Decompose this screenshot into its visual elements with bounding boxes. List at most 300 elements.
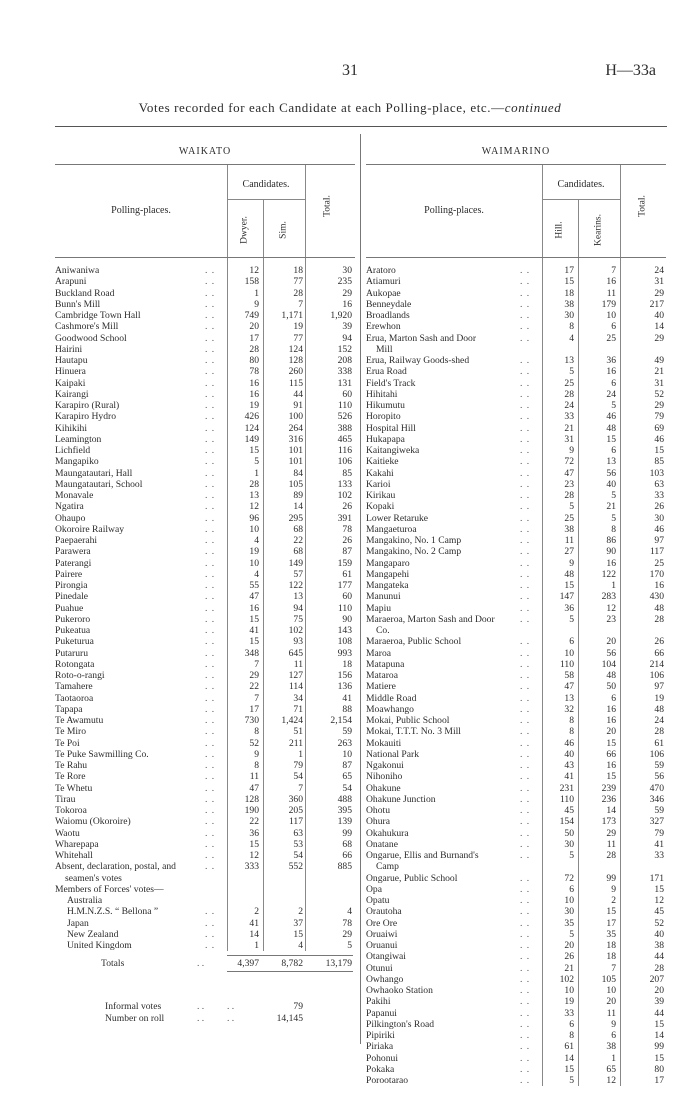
votes-total: 61 <box>654 737 664 749</box>
votes-candidate-1: 45 <box>564 805 574 816</box>
leader-dots: . . <box>205 422 216 434</box>
polling-place-name: Hukapapa <box>366 433 405 445</box>
polling-place-name: Leamington <box>55 433 102 445</box>
votes-candidate-1: 10 <box>249 523 259 535</box>
leader-dots: . . <box>205 602 216 614</box>
polling-place-name: Kaitangiweka <box>366 445 420 456</box>
votes-candidate-2: 13 <box>293 591 303 603</box>
votes-total: 16 <box>342 298 352 310</box>
header-rule <box>305 165 306 257</box>
votes-total: 10 <box>342 748 352 760</box>
table-row <box>55 411 355 422</box>
column-divider <box>360 134 361 1044</box>
totals-rule <box>227 971 353 972</box>
polling-place-name: Tirau <box>55 793 76 805</box>
polling-place-name: Aukopae <box>366 287 401 299</box>
votes-candidate-1: 9 <box>569 445 574 456</box>
votes-candidate-2: 316 <box>288 433 303 445</box>
leader-dots: . . <box>205 726 216 738</box>
votes-candidate-1: 426 <box>244 411 259 423</box>
votes-candidate-1: 102 <box>559 973 574 985</box>
number-on-roll-value: 14,145 <box>276 1012 303 1024</box>
leader-dots: . . <box>197 1012 205 1024</box>
votes-candidate-1: 5 <box>569 613 574 625</box>
leader-dots: . . <box>520 591 531 603</box>
votes-candidate-1: 38 <box>564 298 574 310</box>
table-row <box>55 839 355 850</box>
votes-candidate-2: 56 <box>606 467 616 479</box>
polling-place-name: Camp <box>376 861 399 873</box>
header-rule <box>620 165 621 257</box>
votes-candidate-1: 29 <box>249 670 259 681</box>
votes-total: 68 <box>342 838 352 850</box>
votes-candidate-2: 260 <box>288 366 303 378</box>
votes-candidate-2: 66 <box>606 748 616 760</box>
votes-total: 88 <box>342 703 352 715</box>
table-row <box>366 389 666 400</box>
votes-candidate-2: 6 <box>611 321 616 333</box>
leader-dots: . . <box>520 1075 531 1086</box>
polling-place-name: Wharepapa <box>55 838 99 850</box>
votes-total: 26 <box>654 636 664 648</box>
votes-candidate-2: 11 <box>606 838 616 850</box>
votes-candidate-1: 8 <box>569 1030 574 1041</box>
votes-candidate-2: 283 <box>601 591 616 603</box>
votes-total: 465 <box>337 433 352 445</box>
votes-candidate-2: 89 <box>293 490 303 501</box>
table-row <box>366 760 666 771</box>
votes-candidate-2: 239 <box>601 782 616 794</box>
table-row <box>366 738 666 749</box>
total-header: Total. <box>322 195 333 217</box>
votes-candidate-2: 28 <box>293 287 303 299</box>
leader-dots: . . <box>520 400 531 411</box>
votes-candidate-2: 5 <box>611 512 616 524</box>
table-body <box>366 258 666 1086</box>
votes-candidate-1: 52 <box>249 737 259 749</box>
leader-dots: . . <box>205 501 216 513</box>
votes-total: 61 <box>342 568 352 580</box>
table-row <box>366 839 666 850</box>
polling-place-name: Benneydale <box>366 298 412 310</box>
polling-place-name: Te Poi <box>55 737 80 749</box>
votes-candidate-2: 13 <box>606 456 616 468</box>
votes-candidate-1: 41 <box>564 771 574 783</box>
polling-place-name: Goodwood School <box>55 332 127 344</box>
polling-place-name: United Kingdom <box>67 940 132 951</box>
heading-continued: continued <box>504 100 562 115</box>
leader-dots: . . <box>205 782 216 794</box>
votes-candidate-1: 32 <box>564 703 574 715</box>
votes-candidate-2: 24 <box>606 388 616 400</box>
votes-candidate-2: 9 <box>611 883 616 895</box>
table-row <box>366 546 666 557</box>
leader-dots: . . <box>205 940 216 951</box>
votes-candidate-1: 9 <box>254 298 259 310</box>
polling-place-name: Tamahere <box>55 681 93 693</box>
votes-candidate-2: 19 <box>293 321 303 333</box>
leader-dots: . . <box>205 760 216 771</box>
leader-dots: . . <box>205 321 216 333</box>
polling-place-name: Mangaparo <box>366 557 410 569</box>
polling-place-name: Kakahi <box>366 467 394 479</box>
votes-candidate-2: 17 <box>606 917 616 929</box>
votes-candidate-1: 47 <box>564 467 574 479</box>
polling-place-name: Owhango <box>366 973 404 985</box>
polling-place-name: Whitehall <box>55 850 93 861</box>
table-body <box>55 258 355 951</box>
votes-candidate-2: 124 <box>288 343 303 355</box>
table-row <box>55 501 355 512</box>
leader-dots: . . <box>205 670 216 681</box>
candidate-header: Dwyer. <box>239 216 250 244</box>
votes-candidate-2: 360 <box>288 793 303 805</box>
votes-total: 15 <box>654 1018 664 1030</box>
electorate-table-waimarino <box>366 134 666 1086</box>
leader-dots: . . <box>520 726 531 738</box>
leader-dots: . . <box>205 906 216 918</box>
polling-place-name: Aratoro <box>366 265 396 276</box>
leader-dots: . . <box>520 433 531 445</box>
votes-candidate-2: 68 <box>293 523 303 535</box>
votes-candidate-1: 28 <box>249 478 259 490</box>
table-heading <box>0 100 700 116</box>
votes-total: 14 <box>654 1030 664 1041</box>
votes-total: 15 <box>654 883 664 895</box>
totals-rule <box>227 955 353 956</box>
votes-total: 12 <box>654 895 664 906</box>
votes-total: 56 <box>654 771 664 783</box>
votes-total: 31 <box>654 276 664 288</box>
table-row <box>366 659 666 670</box>
votes-candidate-2: 1 <box>611 1052 616 1064</box>
votes-candidate-2: 99 <box>606 872 616 884</box>
leader-dots: . . <box>520 265 531 276</box>
top-rule <box>55 126 667 127</box>
votes-candidate-2: 23 <box>606 613 616 625</box>
polling-place-name: Puahue <box>55 602 84 614</box>
polling-place-name: Mangaeturoa <box>366 523 417 535</box>
leader-dots: . . <box>205 636 216 648</box>
table-row <box>366 648 666 659</box>
votes-total: 79 <box>654 411 664 423</box>
polling-place-name: Kihikihi <box>55 422 87 434</box>
leader-dots: . . <box>205 692 216 704</box>
table-row <box>366 1008 666 1019</box>
votes-candidate-2: 173 <box>601 816 616 828</box>
table-row <box>55 794 355 805</box>
votes-candidate-1: 5 <box>569 928 574 940</box>
leader-dots: . . <box>520 827 531 839</box>
polling-place-name: Opa <box>366 883 382 895</box>
leader-dots: . . <box>205 298 216 310</box>
leader-dots: . . <box>520 850 531 861</box>
table-row <box>55 636 355 647</box>
table-row <box>366 805 666 816</box>
votes-candidate-1: 28 <box>564 388 574 400</box>
votes-total: 41 <box>342 692 352 704</box>
table-row <box>366 591 666 602</box>
polling-place-name: Piriaka <box>366 1041 394 1053</box>
table-row <box>366 445 666 456</box>
table-row <box>366 1030 666 1041</box>
number-on-roll-label: Number on roll <box>105 1012 165 1024</box>
votes-candidate-1: 16 <box>249 602 259 614</box>
leader-dots: . . <box>520 748 531 760</box>
votes-candidate-1: 12 <box>249 501 259 513</box>
votes-candidate-1: 158 <box>244 276 259 288</box>
votes-candidate-1: 348 <box>244 647 259 659</box>
table-row <box>55 524 355 535</box>
leader-dots: . . <box>520 602 531 614</box>
votes-candidate-2: 51 <box>293 726 303 738</box>
table-row <box>55 625 355 636</box>
leader-dots: . . <box>205 467 216 479</box>
votes-total: 388 <box>337 422 352 434</box>
votes-total: 41 <box>654 838 664 850</box>
votes-candidate-1: 28 <box>249 343 259 355</box>
polling-place-name: Pakihi <box>366 996 391 1008</box>
polling-place-name: Mataroa <box>366 670 398 681</box>
votes-total: 29 <box>342 287 352 299</box>
table-row <box>55 400 355 411</box>
votes-candidate-1: 72 <box>564 456 574 468</box>
table-row <box>55 445 355 456</box>
page-number: 31 <box>342 62 358 79</box>
table-row <box>55 738 355 749</box>
table-row <box>55 468 355 479</box>
votes-candidate-2: 7 <box>298 298 303 310</box>
votes-total: 30 <box>342 265 352 276</box>
votes-total: 5 <box>347 940 352 951</box>
votes-total: 214 <box>649 658 664 670</box>
votes-candidate-1: 231 <box>559 782 574 794</box>
leader-dots: . . <box>205 355 216 366</box>
votes-candidate-2: 205 <box>288 805 303 816</box>
votes-total: 63 <box>654 478 664 490</box>
votes-candidate-2: 645 <box>288 647 303 659</box>
polling-place-name: Mangakino, No. 2 Camp <box>366 546 462 558</box>
votes-candidate-1: 30 <box>564 838 574 850</box>
polling-place-name: Onatane <box>366 838 398 850</box>
votes-total: 395 <box>337 805 352 816</box>
votes-candidate-1: 19 <box>249 546 259 558</box>
votes-candidate-2: 14 <box>606 805 616 816</box>
votes-total: 99 <box>654 1041 664 1053</box>
polling-place-name: Oruaiwi <box>366 928 398 940</box>
leader-dots: . . <box>205 816 216 828</box>
votes-candidate-1: 20 <box>564 940 574 951</box>
leader-dots: . . <box>520 366 531 378</box>
table-row <box>366 940 666 951</box>
votes-candidate-1: 110 <box>559 793 574 805</box>
polling-place-name: Maroa <box>366 647 392 659</box>
votes-candidate-2: 16 <box>606 703 616 715</box>
leader-dots: . . <box>520 1052 531 1064</box>
table-row <box>55 479 355 490</box>
table-row <box>366 850 666 861</box>
votes-candidate-2: 22 <box>293 535 303 546</box>
votes-candidate-2: 91 <box>293 400 303 411</box>
votes-total: 2,154 <box>330 715 352 726</box>
table-row <box>55 321 355 332</box>
leader-dots: . . <box>205 310 216 321</box>
polling-place-name: Pairere <box>55 568 83 580</box>
votes-candidate-2: 114 <box>288 681 303 693</box>
votes-candidate-2: 29 <box>606 827 616 839</box>
table-row <box>55 276 355 287</box>
leader-dots: . . <box>520 535 531 546</box>
polling-place-name: Field's Track <box>366 377 416 389</box>
informal-votes-label: Informal votes <box>105 1001 162 1013</box>
table-row <box>55 805 355 816</box>
votes-candidate-2: 56 <box>606 647 616 659</box>
table-row <box>55 850 355 861</box>
polling-place-name: Mill <box>376 343 393 355</box>
votes-total: 117 <box>649 546 664 558</box>
votes-total: 49 <box>654 355 664 366</box>
votes-total: 33 <box>654 490 664 501</box>
polling-place-name: Mangakino, No. 1 Camp <box>366 535 462 546</box>
polling-place-name: Tokoroa <box>55 805 87 816</box>
polling-place-name: Parawera <box>55 546 91 558</box>
polling-place-name: Papanui <box>366 1007 397 1019</box>
votes-candidate-1: 96 <box>249 512 259 524</box>
polling-place-name: Hospital Hill <box>366 422 416 434</box>
leader-dots: . . <box>520 917 531 929</box>
votes-total: 106 <box>337 456 352 468</box>
votes-candidate-1: 20 <box>249 321 259 333</box>
electorate-title: WAIMARINO <box>366 134 666 165</box>
votes-candidate-2: 36 <box>606 355 616 366</box>
votes-candidate-1: 40 <box>564 748 574 760</box>
votes-total: 106 <box>649 748 664 760</box>
leader-dots: . . <box>520 703 531 715</box>
votes-total: 54 <box>342 782 352 794</box>
votes-candidate-1: 35 <box>564 917 574 929</box>
polling-place-name: Matiere <box>366 681 396 693</box>
table-row <box>366 704 666 715</box>
leader-dots: . . <box>205 456 216 468</box>
leader-dots: . . <box>205 546 216 558</box>
table-row <box>366 265 666 276</box>
votes-candidate-1: 30 <box>564 906 574 918</box>
votes-candidate-2: 1,424 <box>281 715 303 726</box>
table-row <box>55 929 355 940</box>
polling-place-name: Pokaka <box>366 1063 395 1075</box>
leader-dots: . . <box>205 793 216 805</box>
votes-candidate-2: 15 <box>606 433 616 445</box>
table-row <box>366 715 666 726</box>
votes-total: 28 <box>654 962 664 974</box>
leader-dots: . . <box>520 321 531 333</box>
votes-candidate-2: 21 <box>606 501 616 513</box>
totals-total: 13,179 <box>325 958 352 970</box>
polling-place-name: Lichfield <box>55 445 91 456</box>
votes-total: 30 <box>654 512 664 524</box>
polling-place-name: Co. <box>376 625 390 636</box>
totals-row <box>55 955 355 971</box>
votes-candidate-2: 84 <box>293 467 303 479</box>
polling-place-name: Monavale <box>55 490 94 501</box>
polling-place-name: Taotaoroa <box>55 692 94 704</box>
votes-candidate-2: 127 <box>288 670 303 681</box>
table-row <box>55 884 355 895</box>
table-row <box>366 333 666 344</box>
table-row <box>55 299 355 310</box>
votes-candidate-2: 264 <box>288 422 303 434</box>
polling-place-name: Te Awamutu <box>55 715 104 726</box>
polling-place-name: Australia <box>67 895 103 906</box>
polling-place-name: Members of Forces' votes— <box>55 883 164 895</box>
votes-candidate-1: 25 <box>564 377 574 389</box>
table-row <box>366 468 666 479</box>
votes-candidate-2: 10 <box>606 310 616 321</box>
leader-dots: . . <box>520 1007 531 1019</box>
totals-sim: 8,782 <box>281 958 303 970</box>
polling-place-name: Mokai, T.T.T. No. 3 Mill <box>366 726 461 738</box>
polling-place-name: Kirikau <box>366 490 396 501</box>
votes-candidate-1: 128 <box>244 793 259 805</box>
votes-candidate-2: 4 <box>298 940 303 951</box>
votes-total: 15 <box>654 1052 664 1064</box>
votes-total: 177 <box>337 580 352 591</box>
table-row <box>55 816 355 827</box>
votes-total: 29 <box>342 928 352 940</box>
votes-total: 207 <box>649 973 664 985</box>
votes-candidate-1: 30 <box>564 310 574 321</box>
votes-total: 26 <box>342 501 352 513</box>
votes-total: 65 <box>342 771 352 783</box>
polling-place-name: Arapuni <box>55 276 87 288</box>
polling-place-name: Maraeroa, Marton Sash and Door <box>366 613 495 625</box>
leader-dots: . . <box>520 388 531 400</box>
votes-candidate-2: 79 <box>293 760 303 771</box>
votes-total: 48 <box>654 602 664 614</box>
table-row <box>55 659 355 670</box>
votes-candidate-1: 14 <box>249 928 259 940</box>
polling-place-name: Ongarue, Public School <box>366 872 458 884</box>
table-row <box>366 906 666 917</box>
polling-place-name: Karapiro (Rural) <box>55 400 120 411</box>
table-row <box>55 783 355 794</box>
votes-candidate-2: 101 <box>288 445 303 456</box>
leader-dots: . . <box>205 343 216 355</box>
table-row <box>55 940 355 951</box>
votes-candidate-2: 1 <box>611 580 616 591</box>
polling-place-name: Hairini <box>55 343 83 355</box>
votes-total: 16 <box>654 580 664 591</box>
leader-dots: . . <box>205 411 216 423</box>
votes-candidate-1: 4 <box>569 332 574 344</box>
polling-place-name: Mangapehi <box>366 568 410 580</box>
polling-place-name: Cashmore's Mill <box>55 321 119 333</box>
leader-dots: . . <box>205 827 216 839</box>
table-row <box>366 299 666 310</box>
polling-place-name: Te Puke Sawmilling Co. <box>55 748 149 760</box>
leader-dots: . . <box>205 591 216 603</box>
votes-candidate-1: 12 <box>249 265 259 276</box>
polling-place-name: Hinuera <box>55 366 86 378</box>
table-row <box>366 816 666 827</box>
votes-total: 18 <box>342 658 352 670</box>
votes-total: 29 <box>654 287 664 299</box>
votes-total: 103 <box>649 467 664 479</box>
votes-candidate-1: 5 <box>569 850 574 861</box>
polling-place-name: Aniwaniwa <box>55 265 100 276</box>
votes-candidate-1: 5 <box>569 501 574 513</box>
votes-candidate-1: 9 <box>569 557 574 569</box>
